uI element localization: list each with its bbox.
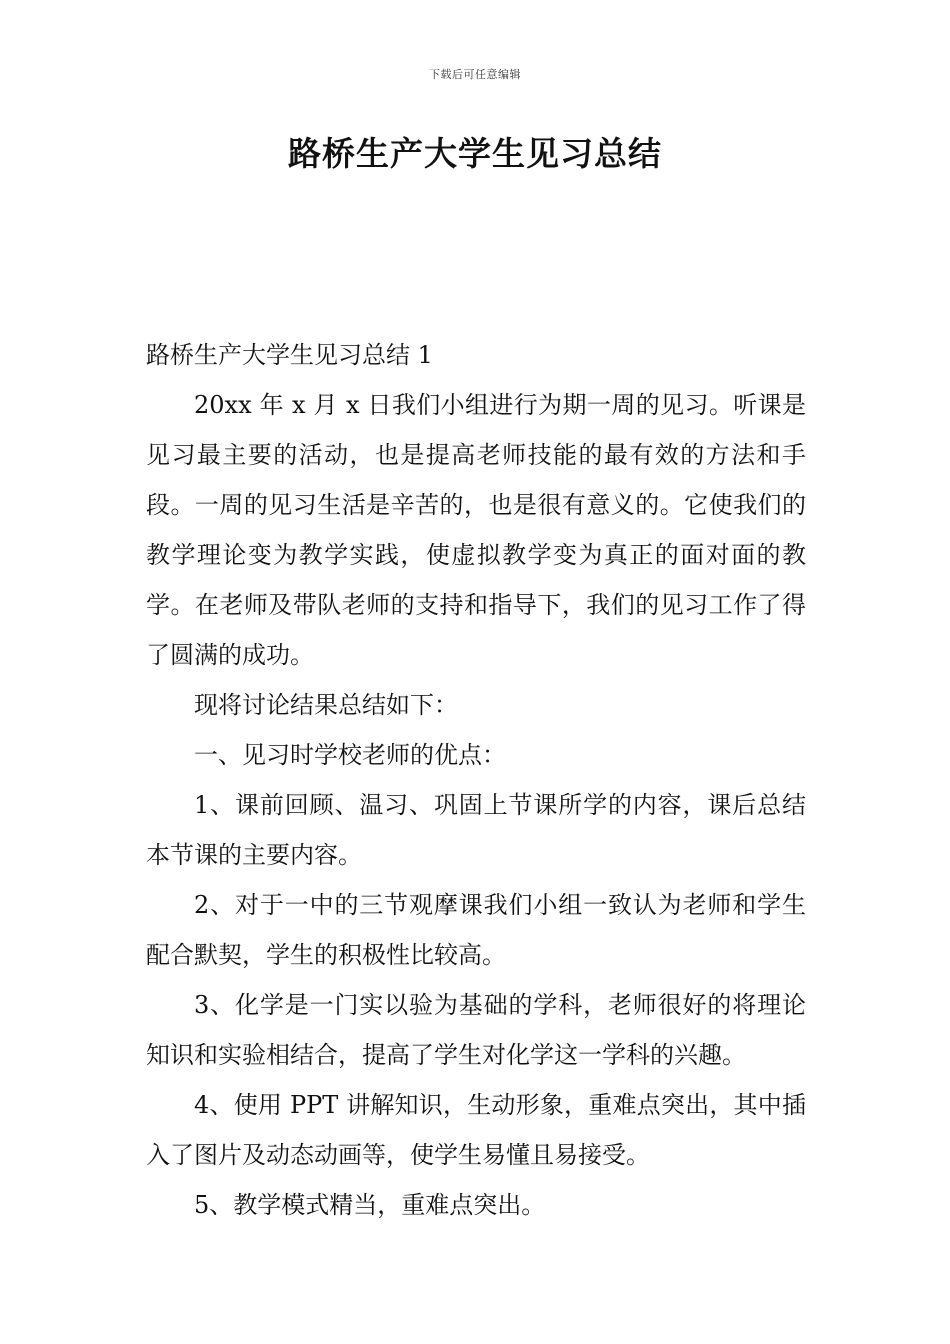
document-title: 路桥生产大学生见习总结 (288, 134, 662, 173)
paragraph-item-5: 5、教学模式精当，重难点突出。 (194, 1191, 546, 1219)
paragraph-item-1: 1、课前回顾、温习、巩固上节课所学的内容，课后总结本节课的主要内容。 (146, 791, 806, 869)
paragraph-item-2: 2、对于一中的三节观摩课我们小组一致认为老师和学生配合默契，学生的积极性比较高。 (146, 891, 806, 969)
section-title: 路桥生产大学生见习总结 1 (146, 341, 433, 369)
paragraph-summary-lead: 现将讨论结果总结如下： (194, 691, 458, 719)
paragraph-item-4: 4、使用 PPT 讲解知识，生动形象，重难点突出，其中插入了图片及动态动画等，使学生易懂且易接受。 (146, 1091, 806, 1169)
paragraph-heading-strengths: 一、见习时学校老师的优点： (194, 741, 506, 769)
paragraph-intro: 20xx 年 x 月 x 日我们小组进行为期一周的见习。听课是见习最主要的活动，也是提高老师技能的最有效的方法和手段。一周的见习生活是辛苦的，也是很有意义的。它使我们的教学理论变为教学实践，使虚拟教学变为真正的面对面的教学。在老师及带队老师的支持和指导下，我们的见习工作了得了圆满的成功。 (146, 391, 806, 669)
document-body (146, 330, 806, 1230)
paragraph-item-3: 3、化学是一门实以验为基础的学科，老师很好的将理论知识和实验相结合，提高了学生对化学这一学科的兴趣。 (146, 991, 806, 1069)
header-note: 下载后可任意编辑 (429, 68, 521, 81)
